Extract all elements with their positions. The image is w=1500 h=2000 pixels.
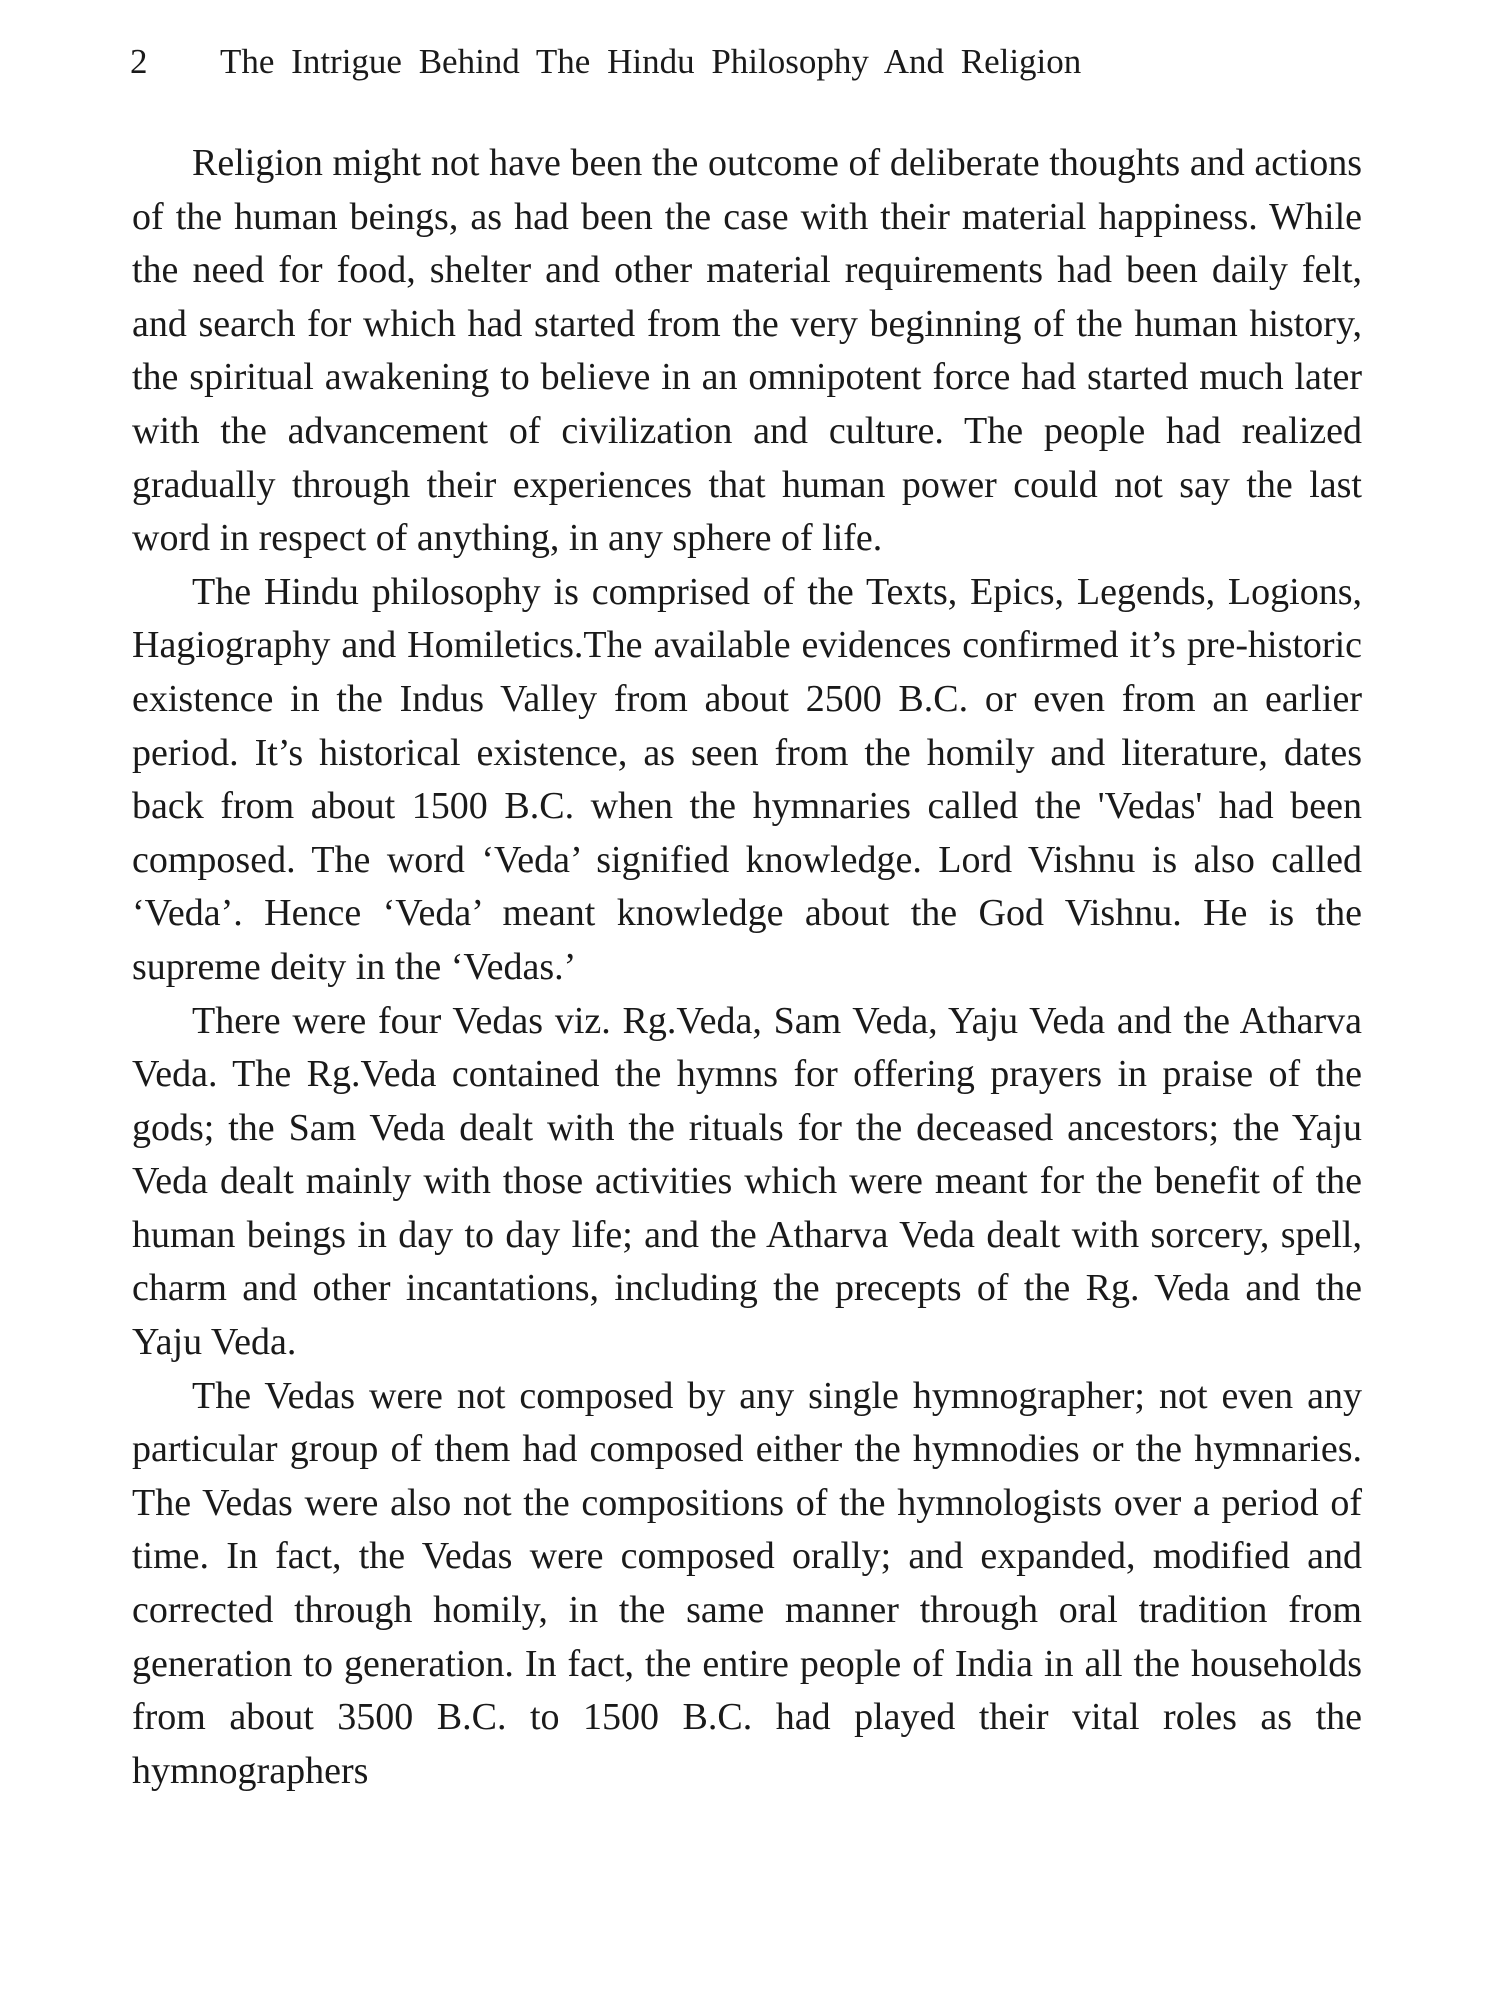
paragraph-3: There were four Vedas viz. Rg.Veda, Sam Veda, Yaju Veda and the Atharva Veda. The Rg.Veda contained the hymns for offering prayers in praise of the gods; the Sam Veda dealt with the rituals for the deceased ancestors; the Yaju Veda dealt mainly with those activities which were meant for the benefit of the human beings in day to day life; and the Atharva Veda dealt with sorcery, spell, charm and other incantations, including the precepts of the Rg. Veda and the Yaju Veda. — [132, 999, 1362, 1364]
paragraph-1: Religion might not have been the outcome of deliberate thoughts and actions of the human beings, as had been the case with their material happiness. While the need for food, shelter and other material requirements had been daily felt, and search for which had started from the very beginning of the human history, the spiritual awakening to believe in an omnipotent force had started much later with the advancement of civilization and culture. The people had realized gradually through their experiences that human power could not say the last word in respect of anything, in any sphere of life. — [132, 142, 1362, 560]
body-text — [132, 137, 1362, 1798]
paragraph-2: The Hindu philosophy is comprised of the Texts, Epics, Legends, Logions, Hagiography and Homiletics.The available evidences confirmed it’s pre-historic existence in the Indus Valley from about 2500 B.C. or even from an earlier period. It’s historical existence, as seen from the homily and literature, dates back from about 1500 B.C. when the hymnaries called the 'Vedas' had been composed. The word ‘Veda’ signified knowledge. Lord Vishnu is also called ‘Veda’. Hence ‘Veda’ meant knowledge about the God Vishnu. He is the supreme deity in the ‘Vedas.’ — [132, 570, 1362, 988]
page-number: 2 — [130, 42, 148, 81]
running-title: The Intrigue Behind The Hindu Philosophy And Religion — [220, 42, 1082, 81]
paragraph-4: The Vedas were not composed by any single hymnographer; not even any particular group of them had composed either the hymnodies or the hymnaries. The Vedas were also not the compositions of the hymnologists over a period of time. In fact, the Vedas were composed orally; and expanded, modified and corrected through homily, in the same manner through oral tradition from generation to generation. In fact, the entire people of India in all the households from about 3500 B.C. to 1500 B.C. had played their vital roles as the hymnographers — [132, 1374, 1362, 1792]
running-header — [130, 40, 1390, 84]
